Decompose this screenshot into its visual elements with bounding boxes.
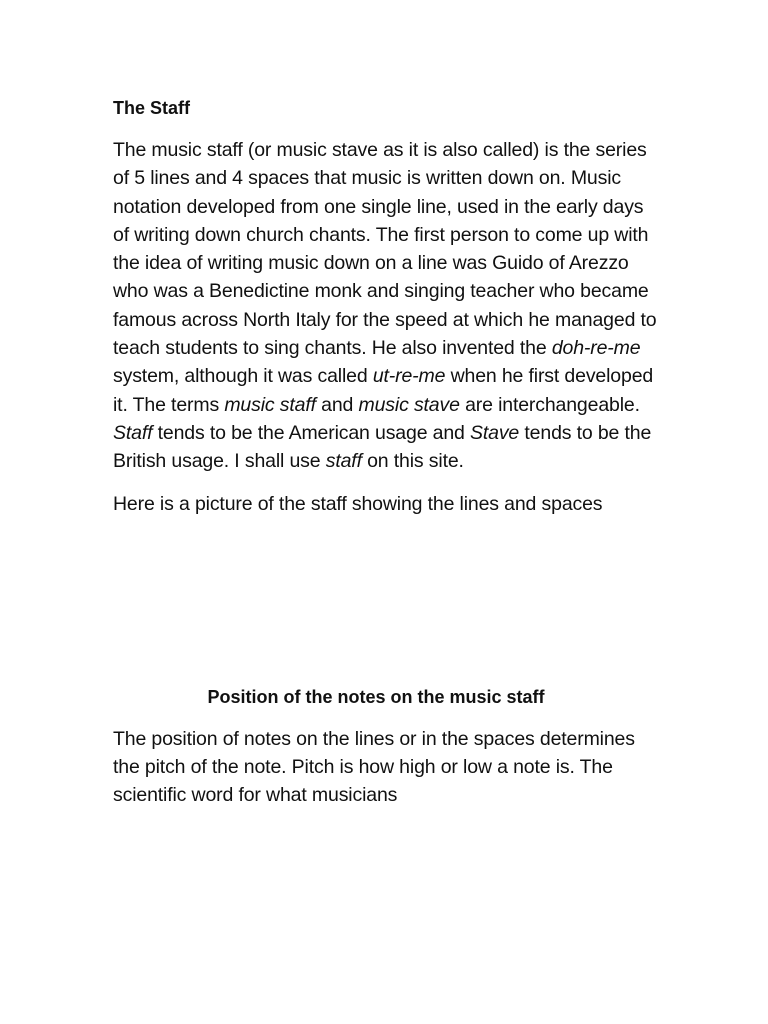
italic-term: staff xyxy=(325,450,362,473)
italic-term: ut-re-me xyxy=(372,365,446,388)
italic-term: music stave xyxy=(358,393,460,416)
text-run: and xyxy=(315,393,359,416)
text-run: tends to be the British usage. I shall use xyxy=(113,421,652,473)
text-run: The music staff (or music stave as it is also called) is the series of 5 lines and 4 spaces that music is written down on. Music notation developed from one single line, used in the early days of writing down church chants. The first person to come up with the idea of writing music down on a line was Guido of Arezzo who was a Benedictine monk and singing teacher who became famous across North Italy for the speed at which he managed to teach students to sing chants. He also invented the xyxy=(113,139,657,360)
italic-term: doh-re-me xyxy=(551,337,641,360)
text-run: system, although it was called xyxy=(113,365,373,388)
staff-description-paragraph xyxy=(113,136,661,476)
document-content xyxy=(113,94,661,810)
text-run: are interchangeable. xyxy=(459,393,640,416)
staff-picture-blank-area xyxy=(113,518,661,683)
italic-term: music staff xyxy=(224,393,316,416)
staff-picture-caption: Here is a picture of the staff showing the lines and spaces xyxy=(113,492,603,515)
section-heading-note-position: Position of the notes on the music staff xyxy=(207,686,545,707)
italic-term: Staff xyxy=(113,421,153,444)
italic-term: Stave xyxy=(470,421,520,444)
note-position-paragraph: The position of notes on the lines or in the spaces determines the pitch of the note. Pitch is how high or low a note is. The scientific word for what musicians xyxy=(113,727,635,807)
section-heading-the-staff: The Staff xyxy=(113,98,191,118)
text-run: on this site. xyxy=(361,450,464,473)
text-run: tends to be the American usage and xyxy=(152,421,471,444)
text-run: when he first developed it. The terms xyxy=(113,365,654,416)
